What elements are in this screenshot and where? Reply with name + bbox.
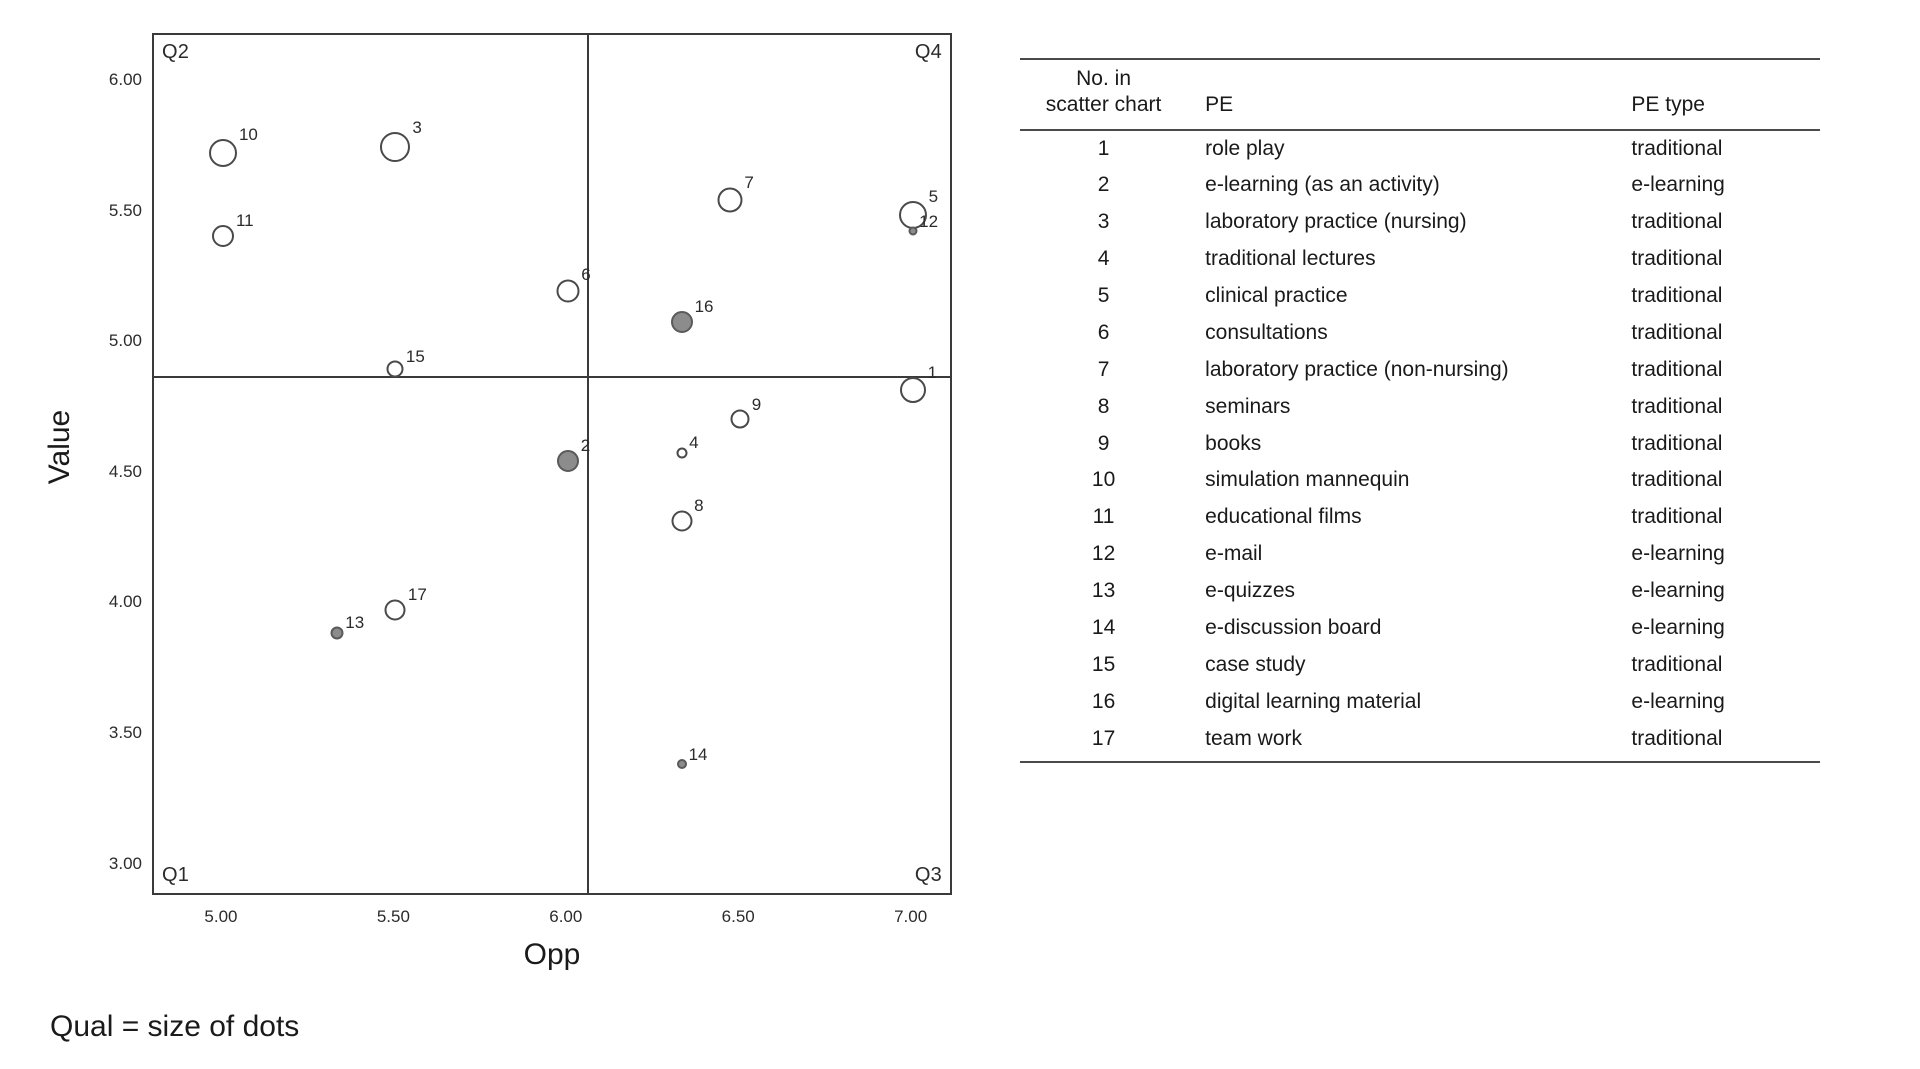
table-row	[1020, 536, 1820, 573]
table-row	[1020, 684, 1820, 721]
cell-pe-type: traditional	[1631, 136, 1723, 160]
cell-no: 13	[1091, 579, 1116, 602]
y-axis-tick-label: 6.00	[108, 70, 142, 90]
cell-pe-type: traditional	[1621, 721, 1820, 763]
cell-no: 10	[1091, 468, 1116, 492]
quadrant-label-q4: Q4	[914, 41, 942, 63]
y-axis-tick-label: 5.50	[108, 200, 142, 220]
quadrant-label-q3: Q3	[914, 864, 942, 886]
scatter-point-label: 4	[689, 433, 699, 453]
scatter-point-label: 6	[581, 265, 591, 285]
table-row	[1020, 130, 1820, 168]
cell-no: 9	[1097, 431, 1110, 455]
scatter-point	[330, 627, 343, 640]
scatter-point	[385, 599, 406, 620]
scatter-point	[380, 132, 410, 162]
scatter-point-label: 14	[688, 744, 708, 764]
cell-pe: e-quizzes	[1205, 579, 1296, 602]
y-axis-tick-label: 4.00	[108, 592, 142, 612]
cell-pe-type: traditional	[1631, 247, 1723, 271]
table-body	[1020, 130, 1820, 763]
table-row	[1020, 721, 1820, 763]
cell-pe: e-mail	[1205, 542, 1263, 566]
cell-no: 8	[1097, 394, 1110, 418]
scatter-point	[717, 187, 742, 212]
cell-pe: case study	[1205, 652, 1306, 676]
quadrant-divider-horizontal	[154, 376, 950, 378]
scatter-point-label: 15	[405, 346, 425, 366]
cell-no: 5	[1097, 284, 1110, 307]
table-header-row	[1020, 59, 1820, 130]
scatter-point	[671, 311, 693, 333]
scatter-point-label: 11	[235, 211, 254, 231]
table-row	[1020, 167, 1820, 204]
cell-pe: seminars	[1205, 394, 1291, 418]
scatter-point	[387, 361, 404, 378]
pe-legend-table	[1000, 0, 1920, 1069]
scatter-point-label: 17	[407, 585, 427, 605]
cell-pe: educational films	[1205, 505, 1362, 529]
cell-pe: books	[1205, 431, 1262, 455]
table-row	[1020, 389, 1820, 426]
cell-pe-type: traditional	[1631, 652, 1723, 676]
table-row	[1020, 426, 1820, 463]
cell-no: 4	[1097, 247, 1110, 271]
y-axis-tick-label: 5.00	[108, 331, 142, 351]
x-axis-title: Opp	[523, 938, 581, 971]
scatter-point-label: 5	[928, 187, 939, 207]
cell-no: 14	[1091, 615, 1116, 639]
cell-pe: traditional lectures	[1205, 247, 1376, 271]
scatter-point	[557, 450, 579, 472]
cell-pe-type: traditional	[1631, 284, 1723, 307]
x-axis-tick-label: 5.00	[204, 907, 238, 926]
cell-no: 12	[1091, 542, 1116, 566]
cell-pe-type: traditional	[1631, 320, 1723, 344]
cell-pe-type: traditional	[1631, 357, 1723, 381]
cell-pe: laboratory practice (non-nursing)	[1205, 357, 1509, 381]
quadrant-label-q1: Q1	[162, 864, 190, 886]
table-row	[1020, 499, 1820, 536]
cell-pe: clinical practice	[1205, 284, 1348, 307]
scatter-point-label: 8	[694, 496, 704, 516]
table-row	[1020, 315, 1820, 352]
cell-no: 3	[1097, 210, 1110, 234]
plot-area	[152, 33, 952, 895]
header-no-line2: scatter chart	[1045, 93, 1162, 117]
x-axis-tick-label: 6.50	[721, 907, 755, 926]
x-axis-tick-label: 6.00	[549, 907, 583, 926]
scatter-point	[676, 447, 687, 458]
scatter-point	[677, 759, 687, 769]
cell-no: 1	[1097, 136, 1110, 160]
x-axis-tick-label: 7.00	[894, 907, 928, 926]
header-no-line1: No. in	[1076, 67, 1131, 90]
cell-pe: team work	[1187, 721, 1621, 763]
table-row	[1020, 241, 1820, 278]
table-row	[1020, 352, 1820, 389]
scatter-point	[731, 409, 750, 428]
table-row	[1020, 278, 1820, 315]
table-row	[1020, 610, 1820, 647]
table-row	[1020, 573, 1820, 610]
cell-no: 16	[1091, 689, 1116, 713]
cell-pe-type: e-learning	[1631, 579, 1725, 602]
cell-pe-type: e-learning	[1631, 542, 1725, 566]
cell-no: 17	[1020, 721, 1187, 763]
y-axis-title: Value	[43, 409, 76, 485]
cell-pe: role play	[1205, 136, 1285, 160]
x-axis-tick-label: 5.50	[376, 907, 410, 926]
cell-no: 15	[1091, 652, 1116, 676]
cell-no: 6	[1097, 320, 1110, 344]
header-pe: PE	[1187, 59, 1621, 130]
cell-pe: e-learning (as an activity)	[1205, 173, 1440, 197]
scatter-point	[556, 279, 579, 302]
cell-pe: laboratory practice (nursing)	[1205, 210, 1467, 234]
y-axis-tick-label: 3.00	[108, 853, 142, 873]
scatter-point-label: 7	[744, 173, 754, 193]
cell-pe-type: e-learning	[1631, 689, 1725, 713]
scatter-point-label: 2	[580, 435, 591, 455]
cell-no: 7	[1097, 357, 1110, 381]
cell-pe: e-discussion board	[1205, 615, 1382, 639]
quadrant-label-q2: Q2	[162, 41, 190, 63]
table-row	[1020, 647, 1820, 684]
cell-pe-type: e-learning	[1631, 173, 1725, 197]
scatter-point-label: 3	[412, 118, 422, 138]
cell-pe-type: traditional	[1631, 468, 1723, 492]
cell-pe-type: e-learning	[1631, 615, 1725, 639]
cell-no: 11	[1092, 505, 1115, 529]
scatter-point	[212, 225, 234, 247]
scatter-point-label: 1	[927, 363, 938, 383]
table-row	[1020, 204, 1820, 241]
table-row	[1020, 462, 1820, 499]
scatter-point-label: 16	[694, 297, 714, 317]
header-no	[1020, 59, 1187, 130]
scatter-point	[900, 377, 926, 403]
cell-pe-type: traditional	[1631, 394, 1723, 418]
header-pe-type: PE type	[1621, 59, 1820, 130]
y-axis-tick-label: 3.50	[108, 723, 142, 743]
cell-pe-type: traditional	[1631, 431, 1723, 455]
cell-pe: consultations	[1205, 320, 1328, 344]
scatter-point-label: 10	[238, 124, 258, 144]
y-axis-tick-label: 4.50	[108, 461, 142, 481]
cell-pe-type: traditional	[1631, 210, 1723, 234]
scatter-point	[908, 226, 917, 235]
scatter-point-label: 9	[751, 395, 762, 415]
scatter-point-label: 13	[345, 612, 365, 632]
cell-pe: digital learning material	[1205, 689, 1422, 713]
scatter-point-label: 12	[919, 212, 939, 232]
cell-pe: simulation mannequin	[1205, 468, 1410, 492]
figure-caption: Qual = size of dots	[50, 1010, 300, 1043]
scatter-point	[671, 510, 692, 531]
quadrant-divider-vertical	[587, 35, 589, 893]
cell-pe-type: traditional	[1631, 505, 1723, 529]
cell-no: 2	[1097, 173, 1110, 197]
scatter-point	[209, 139, 237, 167]
